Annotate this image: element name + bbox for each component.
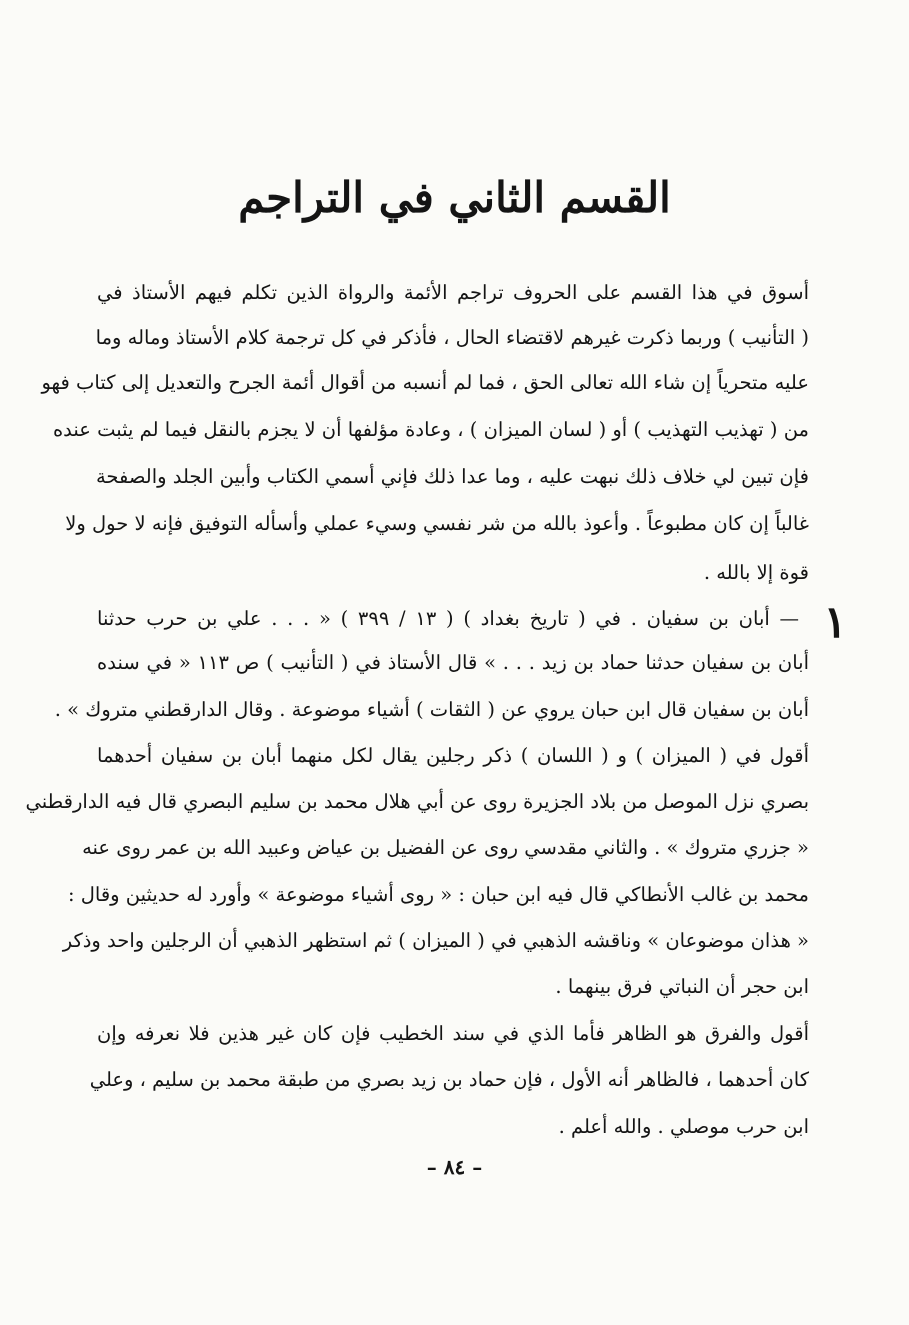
text-line-12: بصري نزل الموصل من بلاد الجزيرة روى عن أبي هلال محمد بن سليم البصري قال فيه الدارقطني <box>25 790 809 813</box>
entry-number: ١ <box>823 597 847 648</box>
text-line-17: أقول والفرق هو الظاهر فأما الذي في سند الخطيب فإن كان غير هذين فلا نعرفه وإن <box>97 1022 809 1045</box>
text-line-3: عليه متحرياً إن شاء الله تعالى الحق ، فما لم أنسبه من أقوال أئمة الجرح والتعديل إلى كتاب فهو <box>41 371 809 394</box>
text-line-19: ابن حرب موصلي . والله أعلم . <box>558 1115 809 1138</box>
text-line-10: أبان بن سفيان قال ابن حبان يروي عن ( الثقات ) أشياء موضوعة . وقال الدارقطني متروك » . <box>54 698 809 721</box>
text-line-9: أبان بن سفيان حدثنا حماد بن زيد . . . » قال الأستاذ في ( التأنيب ) ص ١١٣ « في سنده <box>97 651 810 674</box>
page-number: – ٨٤ – <box>426 1155 483 1179</box>
text-line-18: كان أحدهما ، فالظاهر أنه الأول ، فإن حماد بن زيد بصري من طبقة محمد بن سليم ، وعلي <box>89 1068 809 1091</box>
text-line-1: أسوق في هذا القسم على الحروف تراجم الأئمة والرواة الذين تكلم فيهم الأستاذ في <box>97 281 809 304</box>
text-line-6: غالباً إن كان مطبوعاً . وأعوذ بالله من شر نفسي وسيء عملي وأسأله التوفيق فإنه لا حول ولا <box>65 512 809 535</box>
text-line-15: « هذان موضوعان » وناقشه الذهبي في ( الميزان ) ثم استظهر الذهبي أن الرجلين واحد وذكر <box>62 929 809 952</box>
text-line-11: أقول في ( الميزان ) و ( اللسان ) ذكر رجلين يقال لكل منهما أبان بن سفيان أحدهما <box>97 744 809 767</box>
text-line-8: — أبان بن سفيان . في ( تاريخ بغداد ) ( ١٣ / ٣٩٩ ) « . . . علي بن حرب حدثنا <box>97 607 800 630</box>
text-line-7: قوة إلا بالله . <box>703 561 809 584</box>
text-line-4: من ( تهذيب التهذيب ) أو ( لسان الميزان ) ، وعادة مؤلفها أن لا يجزم بالنقل فيما لم يثبت عنده <box>52 418 809 441</box>
section-title: القسم الثاني في التراجم <box>238 173 671 222</box>
text-line-16: ابن حجر أن النباتي فرق بينهما . <box>555 975 809 998</box>
text-line-2: ( التأنيب ) وربما ذكرت غيرهم لاقتضاء الحال ، فأذكر في كل ترجمة كلام الأستاذ وماله وما <box>95 326 809 349</box>
text-line-5: فإن تبين لي خلاف ذلك نبهت عليه ، وما عدا ذلك فإني أسمي الكتاب وأبين الجلد والصفحة <box>95 465 809 488</box>
text-line-13: « جزري متروك » . والثاني مقدسي روى عن الفضيل بن عياض وعبيد الله بن عمر روى عنه <box>82 836 809 859</box>
text-line-14: محمد بن غالب الأنطاكي قال فيه ابن حبان : « روى أشياء موضوعة » وأورد له حديثين وقال : <box>67 883 809 906</box>
